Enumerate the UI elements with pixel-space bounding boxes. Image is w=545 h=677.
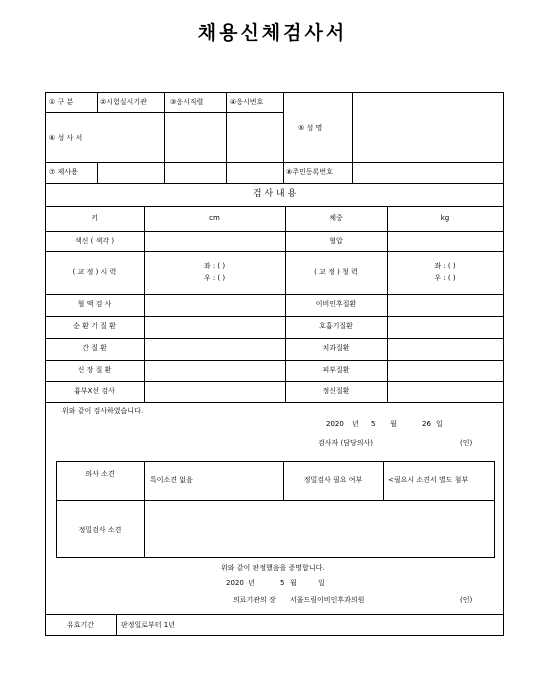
right-row-label: 호흡기질환: [319, 322, 353, 330]
doctor-opinion-label: 의사 소견: [85, 470, 115, 478]
judgment-year-unit: 년: [248, 579, 255, 587]
cert-day: 26: [422, 420, 431, 428]
height-unit: cm: [209, 214, 220, 222]
name-photo-label: ⑤ 성 명: [298, 124, 323, 132]
exam-header: 검 사 내 용: [252, 189, 297, 199]
examiner-seal: (인): [460, 439, 473, 447]
right-row-label: 이비인후질환: [315, 300, 357, 308]
resident-number-label: ⑧주민등록번호: [286, 168, 333, 176]
left-row-label: 간 질 환: [82, 344, 107, 352]
color-vision-label: 색신 ( 색각 ): [74, 237, 115, 245]
certification-statement: 위와 같이 검사하였습니다.: [62, 407, 144, 415]
right-row-label: 정신질환: [322, 387, 350, 395]
vision-label: ( 교 정 ) 시 력: [72, 268, 117, 276]
left-row-label: 혈 액 검 사: [77, 300, 112, 308]
weight-label: 체중: [329, 214, 343, 222]
judgment-year: 2020: [226, 579, 244, 587]
hospital-name: 서울드림이비인후과의원: [290, 596, 365, 604]
institution-label: 의료기관의 장: [233, 596, 276, 604]
hearing-label: ( 교 정 ) 청 력: [314, 268, 358, 276]
document-title: 채용신체검사서: [197, 22, 348, 44]
exam-field-label: ③응시직렬: [170, 98, 204, 106]
cert-month-unit: 월: [390, 420, 397, 428]
left-row-label: 흉부X선 검사: [74, 387, 115, 395]
name-label: ⑥ 성 사 서: [49, 134, 83, 142]
cert-month: 5: [371, 420, 376, 428]
height-label: 키: [91, 214, 98, 222]
validity-value: 판정일로부터 1년: [121, 621, 176, 629]
blood-pressure-label: 혈압: [329, 237, 343, 245]
precise-needed-label: 정밀검사 필요 여부: [303, 476, 363, 484]
exam-agency-label: ②시험실시기관: [100, 98, 147, 106]
left-row-label: 순 환 기 질 환: [73, 322, 116, 330]
cert-year-unit: 년: [352, 420, 359, 428]
cert-year: 2020: [326, 420, 344, 428]
judgment-month: 5: [280, 579, 285, 587]
right-row-label: 치과질환: [322, 344, 350, 352]
validity-label: 유효기간: [66, 621, 95, 629]
examiner-label: 검사자 (담당의사): [318, 439, 374, 447]
address-label: ⑦ 제사용: [49, 168, 78, 176]
vision-right: 우 : ( ): [203, 274, 226, 282]
vision-left: 좌 : ( ): [203, 262, 226, 270]
exam-number-label: ④응시번호: [230, 98, 264, 106]
judgment-seal: (인): [460, 596, 473, 604]
doctor-opinion-value: 특이소견 없음: [150, 476, 193, 484]
hearing-right: 우 : ( ): [434, 274, 456, 282]
left-row-label: 신 장 질 환: [77, 366, 112, 374]
judgment-day-unit: 일: [318, 579, 325, 587]
judgment-statement: 위와 같이 판정했음을 증명합니다.: [221, 564, 325, 572]
judgment-month-unit: 월: [290, 579, 297, 587]
right-row-label: 피부질환: [322, 366, 350, 374]
cert-day-unit: 일: [436, 420, 443, 428]
hearing-left: 좌 : ( ): [434, 262, 456, 270]
precise-opinion-label: 정밀검사 소견: [78, 526, 122, 534]
division-label: ① 구 분: [49, 98, 74, 106]
precise-note: <필요시 소견서 별도 첨부: [388, 476, 469, 484]
weight-unit: kg: [440, 214, 450, 222]
